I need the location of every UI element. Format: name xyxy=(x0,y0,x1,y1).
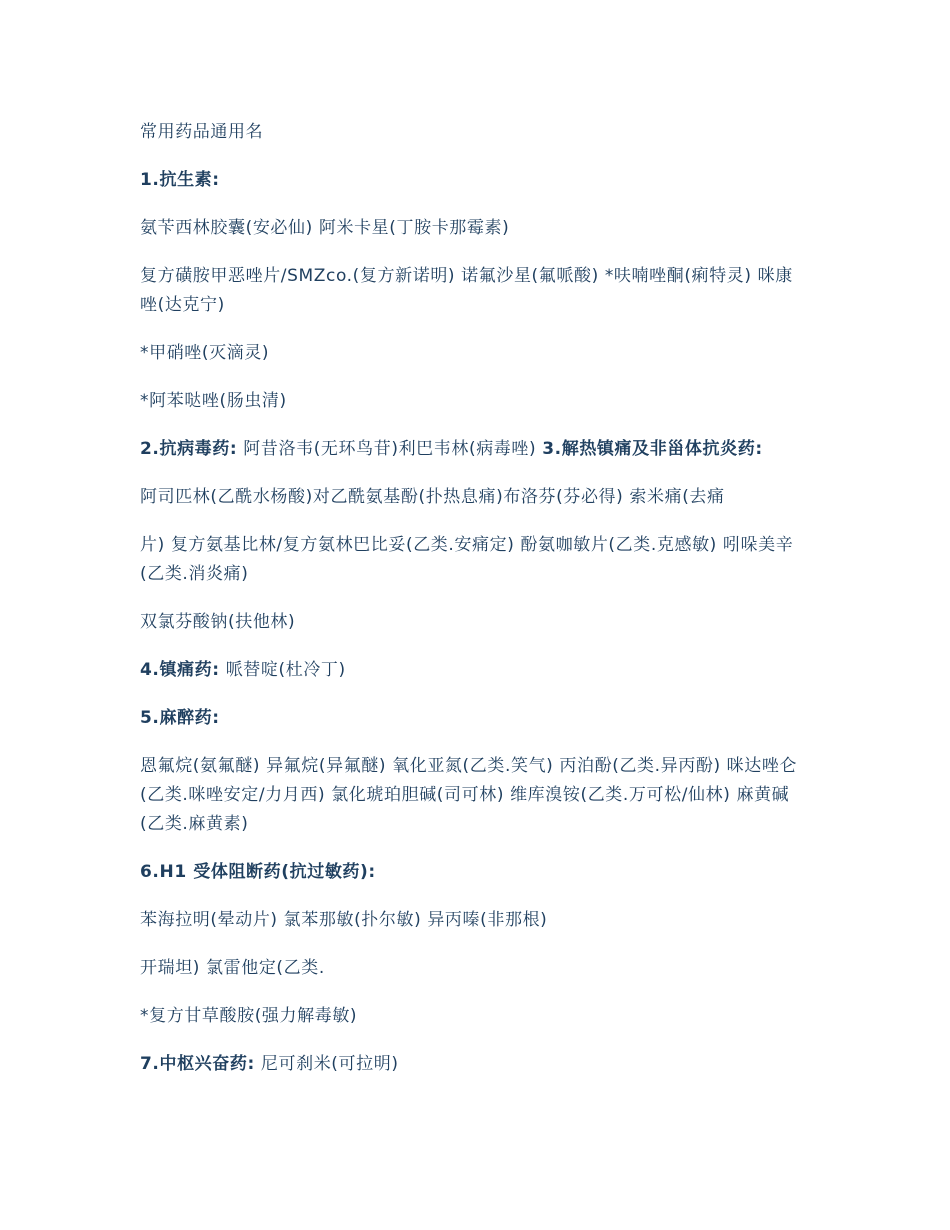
drug-line: 复方磺胺甲恶唑片/SMZco.(复方新诺明) 诺氟沙星(氟哌酸) *呋喃唑酮(痢特灵) 咪康唑(达克宁) xyxy=(140,266,793,315)
drug-line-mixed xyxy=(140,1050,810,1079)
drug-line-mixed xyxy=(140,435,810,464)
document-title: 常用药品通用名 xyxy=(140,122,264,142)
drug-text: 阿昔洛韦(无环鸟苷)利巴韦林(病毒唑) xyxy=(237,439,543,459)
drug-line: *复方甘草酸胺(强力解毒敏) xyxy=(140,1006,358,1026)
section-heading-cns-stimulant: 7.中枢兴奋药: xyxy=(140,1054,255,1074)
section-heading-antihistamine: 6.H1 受体阻断药(抗过敏药): xyxy=(140,862,376,882)
section-heading-antipyretic: 3.解热镇痛及非甾体抗炎药: xyxy=(542,439,763,459)
drug-line: 双氯芬酸钠(扶他林) xyxy=(140,612,296,632)
drug-line: 恩氟烷(氨氟醚) 异氟烷(异氟醚) 氧化亚氮(乙类.笑气) 丙泊酚(乙类.异丙酚) 咪达唑仑(乙类.咪唑安定/力月西) 氯化琥珀胆碱(司可林) 维库溴铵(乙类.万可松/仙林) 麻黄碱(乙类.麻黄素) xyxy=(140,756,798,834)
drug-line: *阿苯哒唑(肠虫清) xyxy=(140,391,287,411)
drug-line: 开瑞坦) 氯雷他定(乙类. xyxy=(140,958,325,978)
drug-line: 阿司匹林(乙酰水杨酸)对乙酰氨基酚(扑热息痛)布洛芬(芬必得) 索米痛(去痛 xyxy=(140,487,725,507)
drug-line: 苯海拉明(晕动片) 氯苯那敏(扑尔敏) 异丙嗪(非那根) xyxy=(140,910,548,930)
drug-text: 尼可刹米(可拉明) xyxy=(254,1054,399,1074)
section-heading-antibiotics: 1.抗生素: xyxy=(140,170,220,190)
drug-line-mixed xyxy=(140,656,810,685)
drug-text: 哌替啶(杜冷丁) xyxy=(219,660,346,680)
section-heading-anesthetic: 5.麻醉药: xyxy=(140,708,220,728)
section-heading-antiviral: 2.抗病毒药: xyxy=(140,439,238,459)
document-page xyxy=(140,118,810,1098)
drug-line: 氨苄西林胶囊(安必仙) 阿米卡星(丁胺卡那霉素) xyxy=(140,218,510,238)
section-heading-analgesic: 4.镇痛药: xyxy=(140,660,220,680)
drug-line: 片) 复方氨基比林/复方氨林巴比妥(乙类.安痛定) 酚氨咖敏片(乙类.克感敏) 吲哚美辛(乙类.消炎痛) xyxy=(140,535,794,584)
drug-line: *甲硝唑(灭滴灵) xyxy=(140,343,270,363)
